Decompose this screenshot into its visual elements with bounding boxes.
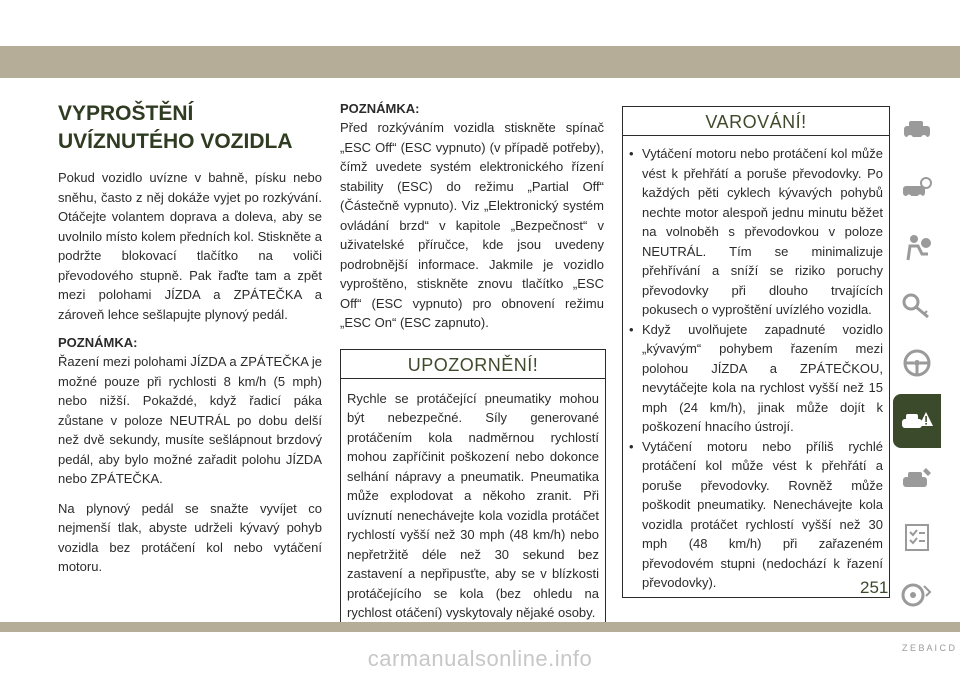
- index-letters: Z E B A I C D: [902, 643, 956, 653]
- note-text: Před rozkýváním vozidla stiskněte spínač „ESC Off“ (ESC vypnuto) (v případě potřeby), čímž uvedete systém elektronického řízení stability (ESC) do režimu „Partial Off“ (Částečně vypnuto). Viz „Elektronický systém ovládání brzd“ v kapitole „Bezpečnost“ v uživatelské příručce, kde jsou uvedeny podrobnější informace. Jakmile je vozidlo vyproštěno, stiskněte znovu tlačítko „ESC Off“ (ESC vypnuto) pro obnovení režimu „ESC On“ (ESC zapnuto).: [340, 120, 604, 330]
- warning-list: [623, 136, 889, 597]
- steering-wheel-icon: [900, 348, 934, 378]
- checklist-icon: [900, 522, 934, 552]
- tab-instrument-panel[interactable]: [893, 336, 941, 390]
- warning-item-text: Vytáčení motoru nebo protáčení kol může vést k přehřátí a poruše převodovky. Po každých pěti cyklech kývavých pohybů nechte motor alespoň jednu minutu běžet na volnoběh s převodovkou v poloze NEUTRÁL. Tím se minimalizuje přehřívání a sníží se riziko poruchy převodovky při dlouho trvajících pokusech o vyproštění uvízlého vozidla.: [642, 146, 883, 317]
- ignition-key-icon: [900, 290, 934, 320]
- warning-item: [629, 144, 883, 320]
- caution-heading: UPOZORNĚNÍ!: [341, 350, 605, 379]
- column-2: [340, 100, 604, 630]
- note-text: Řazení mezi polohami JÍZDA a ZPÁTEČKA je možné pouze při rychlosti 8 km/h (5 mph) nebo nižší. Pokaždé, když řadicí páka zůstane v poloze NEUTRÁL po dobu delší než dvě sekundy, musíte sešlápnout brzdový pedál, aby bylo možné zařadit polohu JÍZDA nebo ZPÁTEČKA.: [58, 354, 322, 486]
- footer-band: [0, 622, 960, 632]
- chapter-tabs: [893, 104, 956, 684]
- note-heading: POZNÁMKA:: [58, 335, 138, 350]
- tab-safety[interactable]: [893, 220, 941, 274]
- caution-box: [340, 349, 606, 630]
- warning-heading: VAROVÁNÍ!: [623, 107, 889, 136]
- bullet-mark: •: [629, 438, 634, 454]
- warning-item: [629, 437, 883, 593]
- tab-vehicle-info[interactable]: [893, 104, 941, 158]
- intro-paragraph: Pokud vozidlo uvízne v bahně, písku nebo sněhu, často z něj dokáže vyjet po rozkývání. Otáčejte volantem doprava a doleva, aby se uvolnilo místo kolem předních kol. Stiskněte a podržte blokovací tlačítko na voliči převodového stupně. Pak řaďte tam a zpět mezi polohami JÍZDA a ZPÁTEČKA a zároveň lehce sešlapujte plynový pedál.: [58, 170, 322, 322]
- header-band: [0, 46, 960, 78]
- warning-item: [629, 320, 883, 437]
- warning-box: [622, 106, 890, 598]
- car-warning-icon: [900, 406, 934, 436]
- caution-text: Rychle se protáčející pneumatiky mohou být nebezpečné. Síly generované protáčením kola nadměrnou rychlostí mohou zapříčinit poškození nebo dokonce selhání nápravy a pneumatik. Pneumatika může explodovat a někoho zranit. Při uvíznutí nenechávejte kola vozidla protáčet rychlostí vyšší než 30 mph (48 km/h) nebo nepřetržitě déle než 30 sekund bez zastavení a nepřipusťte, aby se v blízkosti protáčejícího se kola (bez ohledu na rychlost otáčení) vyskytovaly nějaké osoby.: [347, 390, 599, 620]
- watermark: carmanualsonline.info: [367, 646, 593, 671]
- section-title: VYPROŠTĚNÍ UVÍZNUTÉHO VOZIDLA: [58, 102, 293, 153]
- car-info-icon: [900, 116, 934, 146]
- tab-starting[interactable]: [893, 278, 941, 332]
- tab-emergency[interactable]: [893, 394, 941, 448]
- bullet-mark: •: [629, 146, 634, 161]
- throttle-paragraph: Na plynový pedál se snažte vyvíjet co nejmenší tlak, abyste udrželi kývavý pohyb vozidla bez protáčení kol nebo vytáčení motoru.: [58, 500, 322, 574]
- warning-item-text: Vytáčení motoru nebo příliš rychlé protáčení kol může vést k přehřátí a poruše převodovky. Rovněž může poškodit pneumatiky. Nenechávejte kola vozidla protáčet rychlostí vyšší než 30 mph (48 km/h) při zařazeném převodovém stupni (nedochází k řazení převodovky).: [642, 438, 883, 590]
- caution-body: [341, 379, 605, 629]
- tab-multimedia[interactable]: [893, 568, 941, 622]
- column-1: [58, 100, 322, 587]
- multimedia-icon: [900, 580, 934, 610]
- tab-servicing[interactable]: [893, 452, 941, 506]
- tab-specifications[interactable]: [893, 510, 941, 564]
- warning-item-text: Když uvolňujete zapadnuté vozidlo „kývavým“ pohybem řazením mezi polohou JÍZDA a ZPÁTEČKOU, nevytáčejte kola na rychlost vyšší než 15 mph (24 km/h), jinak může dojít k poškození hnacího ústrojí.: [642, 321, 883, 434]
- bullet-mark: •: [629, 321, 634, 337]
- tab-getting-to-know[interactable]: [893, 162, 941, 216]
- page-number: 251: [860, 578, 889, 597]
- note-heading: POZNÁMKA:: [340, 101, 420, 116]
- airbag-person-icon: [900, 232, 934, 262]
- car-service-icon: [900, 464, 934, 494]
- car-key-icon: [900, 174, 934, 204]
